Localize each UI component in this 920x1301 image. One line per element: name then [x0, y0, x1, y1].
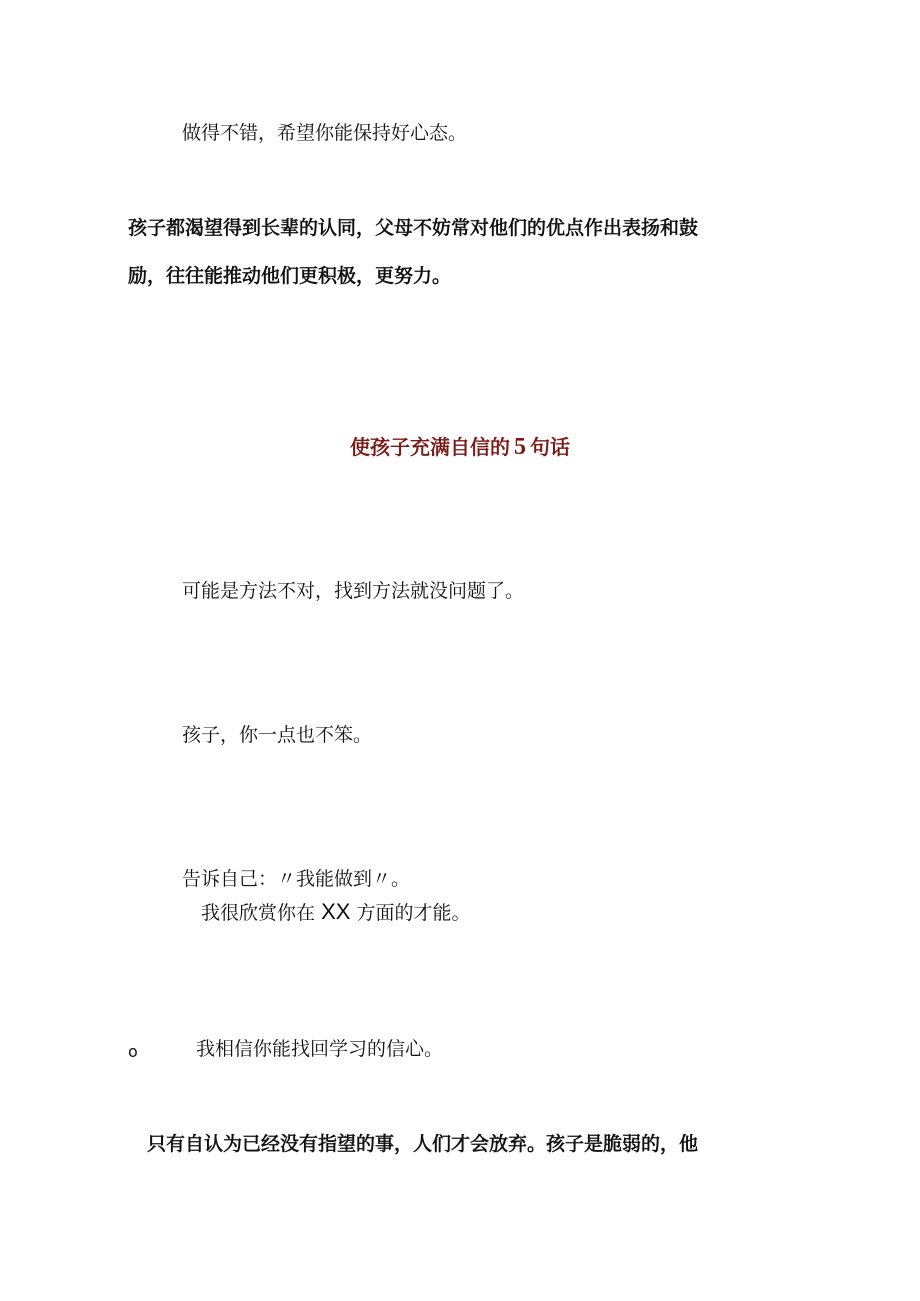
sentence-4-end: 方面的才能。	[356, 902, 471, 924]
sentence-2: 孩子，你一点也不笨。	[182, 724, 373, 746]
paragraph-recognition-line-2: 励，往往能推动他们更积极，更努力。	[128, 265, 452, 287]
sentence-4-start: 我很欣赏你在	[201, 902, 316, 924]
heading-text-start: 使孩子充满自信的	[350, 435, 510, 459]
sentence-4-placeholder: XX	[321, 899, 351, 924]
sentence-1: 可能是方法不对，找到方法就没问题了。	[182, 580, 525, 602]
sentence-4	[201, 900, 470, 925]
praise-sentence: 做得不错，希望你能保持好心态。	[182, 122, 468, 144]
heading-number: 5	[514, 434, 526, 460]
sentence-5: 我相信你能找回学习的信心。	[196, 1038, 444, 1060]
sentence-3: 告诉自己：〃我能做到〃。	[182, 868, 411, 890]
paragraph-hope: 只有自认为已经没有指望的事，人们才会放弃。孩子是脆弱的，他	[147, 1133, 699, 1155]
section-heading	[0, 433, 920, 461]
paragraph-recognition-line-1: 孩子都渴望得到长辈的认同，父母不妨常对他们的优点作出表扬和鼓	[128, 217, 699, 239]
heading-text-end: 句话	[530, 435, 570, 459]
bullet-marker: o	[128, 1042, 138, 1061]
